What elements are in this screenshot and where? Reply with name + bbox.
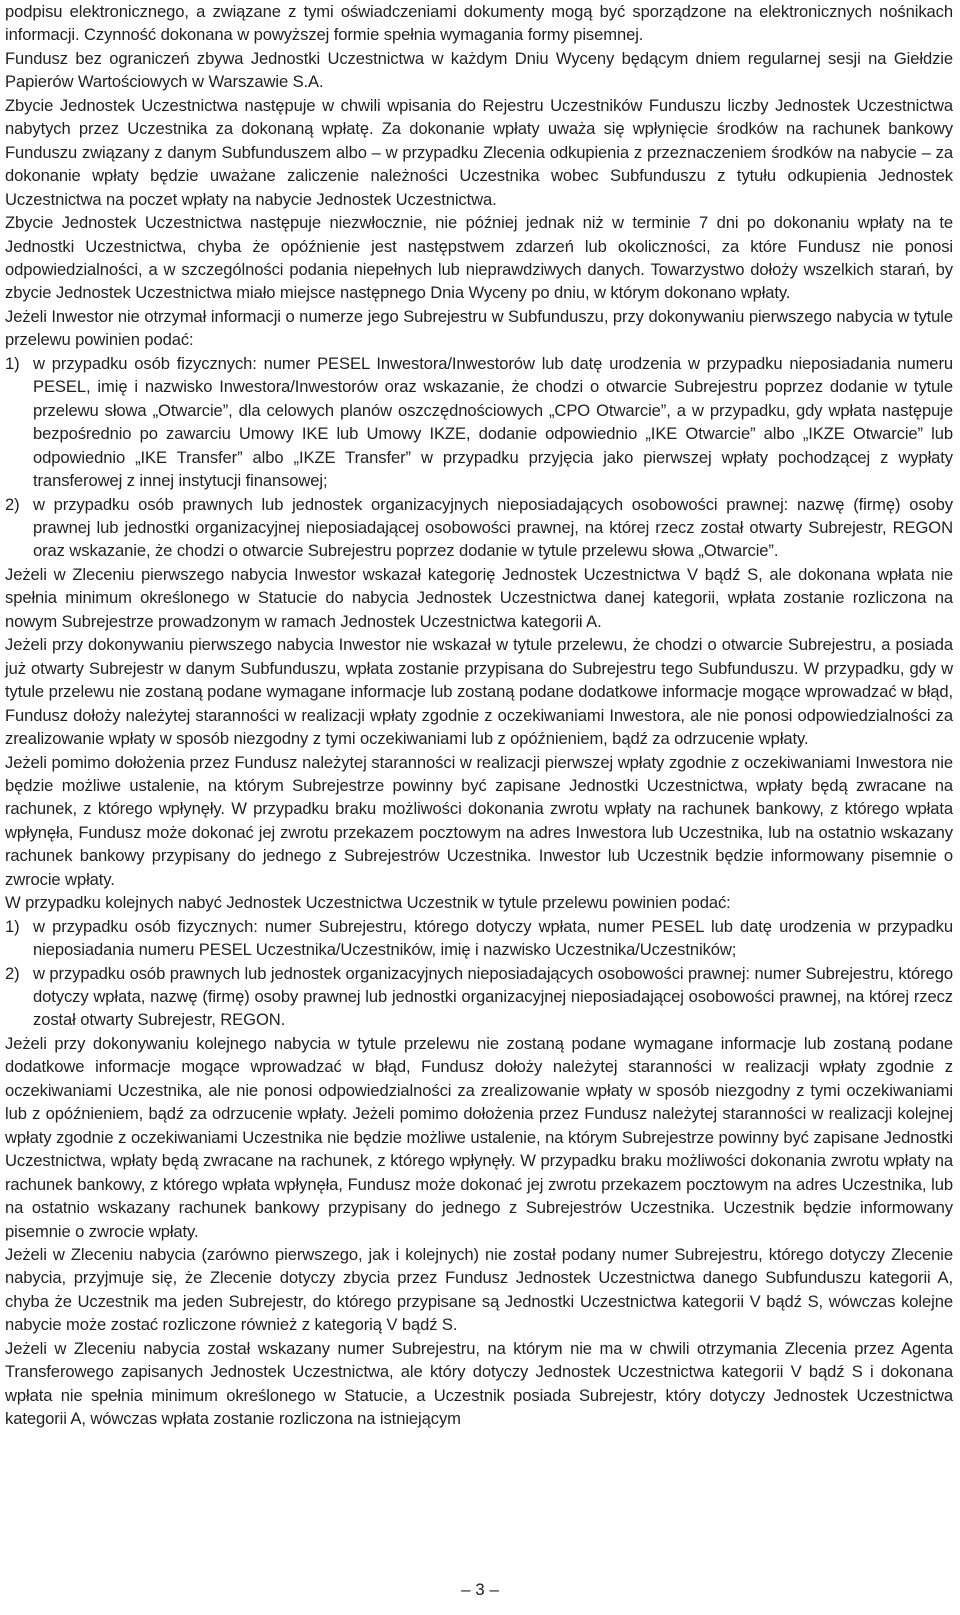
list-item xyxy=(5,962,953,1032)
list-item-number: 1) xyxy=(5,916,20,936)
list-item xyxy=(5,493,953,563)
list-item-text: w przypadku osób fizycznych: numer PESEL Inwestora/Inwestorów lub datę urodzenia w przypadku nieposiadania numeru PESEL, imię i nazwisko Inwestora/Inwestorów oraz wskazanie, że chodzi o otwarcie Subrejestru poprzez dodanie w tytule przelewu słowa „Otwarcie”, dla celowych planów oszczędnościowych „CPO Otwarcie”, a w przypadku, gdy wpłata następuje bezpośrednio po zawarciu Umowy IKE lub Umowy IKZE, dodanie odpowiednio „IKE Otwarcie” albo „IKZE Otwarcie” lub odpowiednio „IKE Transfer” albo „IKZE Transfer” w przypadku przyjęcia jako pierwszej wpłaty pochodzącej z wypłaty transferowej z innej instytucji finansowej; xyxy=(33,353,953,491)
list-item-number: 2) xyxy=(5,494,20,514)
paragraph: Zbycie Jednostek Uczestnictwa następuje w chwili wpisania do Rejestru Uczestników Funduszu liczby Jednostek Uczestnictwa nabytych przez Uczestnika za dokonaną wpłatę. Za dokonanie wpłaty uważa się wpłynięcie środków na rachunek bankowy Funduszu związany z danym Subfunduszem albo – w przypadku Zlecenia odkupienia z przeznaczeniem środków na nabycie – za dokonanie wpłaty będzie uważane zaliczenie należności Uczestnika wobec Subfunduszu z tytułu odkupienia Jednostek Uczestnictwa na poczet wpłaty na nabycie Jednostek Uczestnictwa. xyxy=(5,95,953,209)
paragraph: Jeżeli w Zleceniu pierwszego nabycia Inwestor wskazał kategorię Jednostek Uczestnictwa V bądź S, ale dokonana wpłata nie spełnia minimum określonego w Statucie do nabycia Jednostek Uczestnictwa danej kategorii, wpłata zostanie rozliczona na nowym Subrejestrze prowadzonym w ramach Jednostek Uczestnictwa kategorii A. xyxy=(5,564,953,631)
document-body xyxy=(5,0,953,1431)
subsequent-purchase-requirements-list xyxy=(5,915,953,1032)
list-item-text: w przypadku osób prawnych lub jednostek organizacyjnych nieposiadających osobowości prawnej: numer Subrejestru, którego dotyczy wpłata, nazwę (firmę) osoby prawnej lub jednostki organizacyjnej nieposiadającej osobowości prawnej, na której rzecz został otwarty Subrejestr, REGON. xyxy=(33,963,953,1030)
paragraph: Jeżeli w Zleceniu nabycia został wskazany numer Subrejestru, na którym nie ma w chwili otrzymania Zlecenia przez Agenta Transferowego zapisanych Jednostek Uczestnictwa, ale który dotyczy Jednostek Uczestnictwa kategorii V bądź S i dokonana wpłata nie spełnia minimum określonego w Statucie, a Uczestnik posiada Subrejestr, który dotyczy Jednostek Uczestnictwa kategorii A, wówczas wpłata zostanie rozliczona na istniejącym xyxy=(5,1338,953,1429)
list-item-number: 1) xyxy=(5,353,20,373)
paragraph: Zbycie Jednostek Uczestnictwa następuje niezwłocznie, nie później jednak niż w terminie 7 dni po dokonaniu wpłaty na te Jednostki Uczestnictwa, chyba że opóźnienie jest następstwem zdarzeń lub okoliczności, za które Fundusz nie ponosi odpowiedzialności, a w szczególności podania niepełnych lub nieprawdziwych danych. Towarzystwo dołoży wszelkich starań, by zbycie Jednostek Uczestnictwa miało miejsce następnego Dnia Wyceny po dniu, w którym dokonano wpłaty. xyxy=(5,213,953,303)
list-item xyxy=(5,915,953,962)
first-purchase-requirements-list xyxy=(5,352,953,563)
paragraph: Jeżeli przy dokonywaniu pierwszego nabycia Inwestor nie wskazał w tytule przelewu, że chodzi o otwarcie Subrejestru, a posiada już otwarty Subrejestr w danym Subfunduszu, wpłata zostanie przypisana do Subrejestru tego Subfunduszu. W przypadku, gdy w tytule przelewu nie zostaną podane wymagane informacje lub zostaną podane dodatkowe informacje mogące wprowadzać w błąd, Fundusz dołoży należytej staranności w realizacji wpłaty zgodnie z oczekiwaniami Inwestora, ale nie ponosi odpowiedzialności za zrealizowanie wpłaty w sposób niezgodny z tymi oczekiwaniami lub z opóźnieniem, bądź za odrzucenie wpłaty. xyxy=(5,635,953,749)
paragraph: Jeżeli Inwestor nie otrzymał informacji o numerze jego Subrejestru w Subfunduszu, przy dokonywaniu pierwszego nabycia w tytule przelewu powinien podać: xyxy=(5,306,953,350)
list-item xyxy=(5,352,953,493)
list-item-text: w przypadku osób prawnych lub jednostek organizacyjnych nieposiadających osobowości prawnej: nazwę (firmę) osoby prawnej lub jednostki organizacyjnej nieposiadającej osobowości prawnej, na której rzecz został otwarty Subrejestr, REGON oraz wskazanie, że chodzi o otwarcie Subrejestru poprzez dodanie w tytule przelewu słowa „Otwarcie”. xyxy=(33,494,953,561)
paragraph: W przypadku kolejnych nabyć Jednostek Uczestnictwa Uczestnik w tytule przelewu powinien podać: xyxy=(5,893,731,913)
paragraph: Fundusz bez ograniczeń zbywa Jednostki Uczestnictwa w każdym Dniu Wyceny będącym dniem regularnej sesji na Giełdzie Papierów Wartościowych w Warszawie S.A. xyxy=(5,48,953,92)
paragraph: Jeżeli przy dokonywaniu kolejnego nabycia w tytule przelewu nie zostaną podane wymagane informacje lub zostaną podane dodatkowe informacje mogące wprowadzać w błąd, Fundusz dołoży należytej staranności w realizacji wpłaty zgodnie z oczekiwaniami Uczestnika, ale nie ponosi odpowiedzialności za zrealizowanie wpłaty w sposób niezgodny z tymi oczekiwaniami lub z opóźnieniem, bądź za odrzucenie wpłaty. Jeżeli pomimo dołożenia przez Fundusz należytej staranności w realizacji kolejnej wpłaty zgodnie z oczekiwaniami Uczestnika nie będzie możliwe ustalenie, na którym Subrejestrze powinny być zapisane Jednostki Uczestnictwa, wpłaty będą zwracane na rachunek, z którego wpłynęły. W przypadku braku możliwości dokonania zwrotu wpłaty na rachunek bankowy, z którego wpłata wpłynęła, Fundusz może dokonać jej zwrotu przekazem pocztowym na adres Uczestnika, lub na ostatnio wskazany rachunek bankowy przypisany do jednego z Subrejestrów Uczestnika. Uczestnik będzie informowany pisemnie o zwrocie wpłaty. xyxy=(5,1033,953,1241)
list-item-number: 2) xyxy=(5,963,20,983)
paragraph: Jeżeli pomimo dołożenia przez Fundusz należytej staranności w realizacji pierwszej wpłaty zgodnie z oczekiwaniami Inwestora nie będzie możliwe ustalenie, na którym Subrejestrze powinny być zapisane Jednostki Uczestnictwa, wpłaty będą zwracane na rachunek, z którego wpłynęły. W przypadku braku możliwości dokonania zwrotu wpłaty na rachunek bankowy, z którego wpłata wpłynęła, Fundusz może dokonać jej zwrotu przekazem pocztowym na adres Inwestora lub Uczestnika, lub na ostatnio wskazany rachunek bankowy przypisany do jednego z Subrejestrów Uczestnika. Inwestor lub Uczestnik będzie informowany pisemnie o zwrocie wpłaty. xyxy=(5,752,953,889)
list-item-text: w przypadku osób fizycznych: numer Subrejestru, którego dotyczy wpłata, numer PESEL lub datę urodzenia w przypadku nieposiadania numeru PESEL Uczestnika/Uczestników, imię i nazwisko Uczestnika/Uczestników; xyxy=(33,916,953,960)
page-number: – 3 – xyxy=(461,1580,499,1599)
paragraph: podpisu elektronicznego, a związane z tymi oświadczeniami dokumenty mogą być sporządzone na elektronicznych nośnikach informacji. Czynność dokonana w powyższej formie spełnia wymagania formy pisemnej. xyxy=(5,2,953,45)
paragraph: Jeżeli w Zleceniu nabycia (zarówno pierwszego, jak i kolejnych) nie został podany numer Subrejestru, którego dotyczy Zlecenie nabycia, przyjmuje się, że Zlecenie dotyczy zbycia przez Fundusz Jednostek Uczestnictwa danego Subfunduszu kategorii A, chyba że Uczestnik ma jeden Subrejestr, do którego przypisane są Jednostki Uczestnictwa kategorii V bądź S, wówczas kolejne nabycie może zostać rozliczone również z kategorią V bądź S. xyxy=(5,1245,953,1335)
